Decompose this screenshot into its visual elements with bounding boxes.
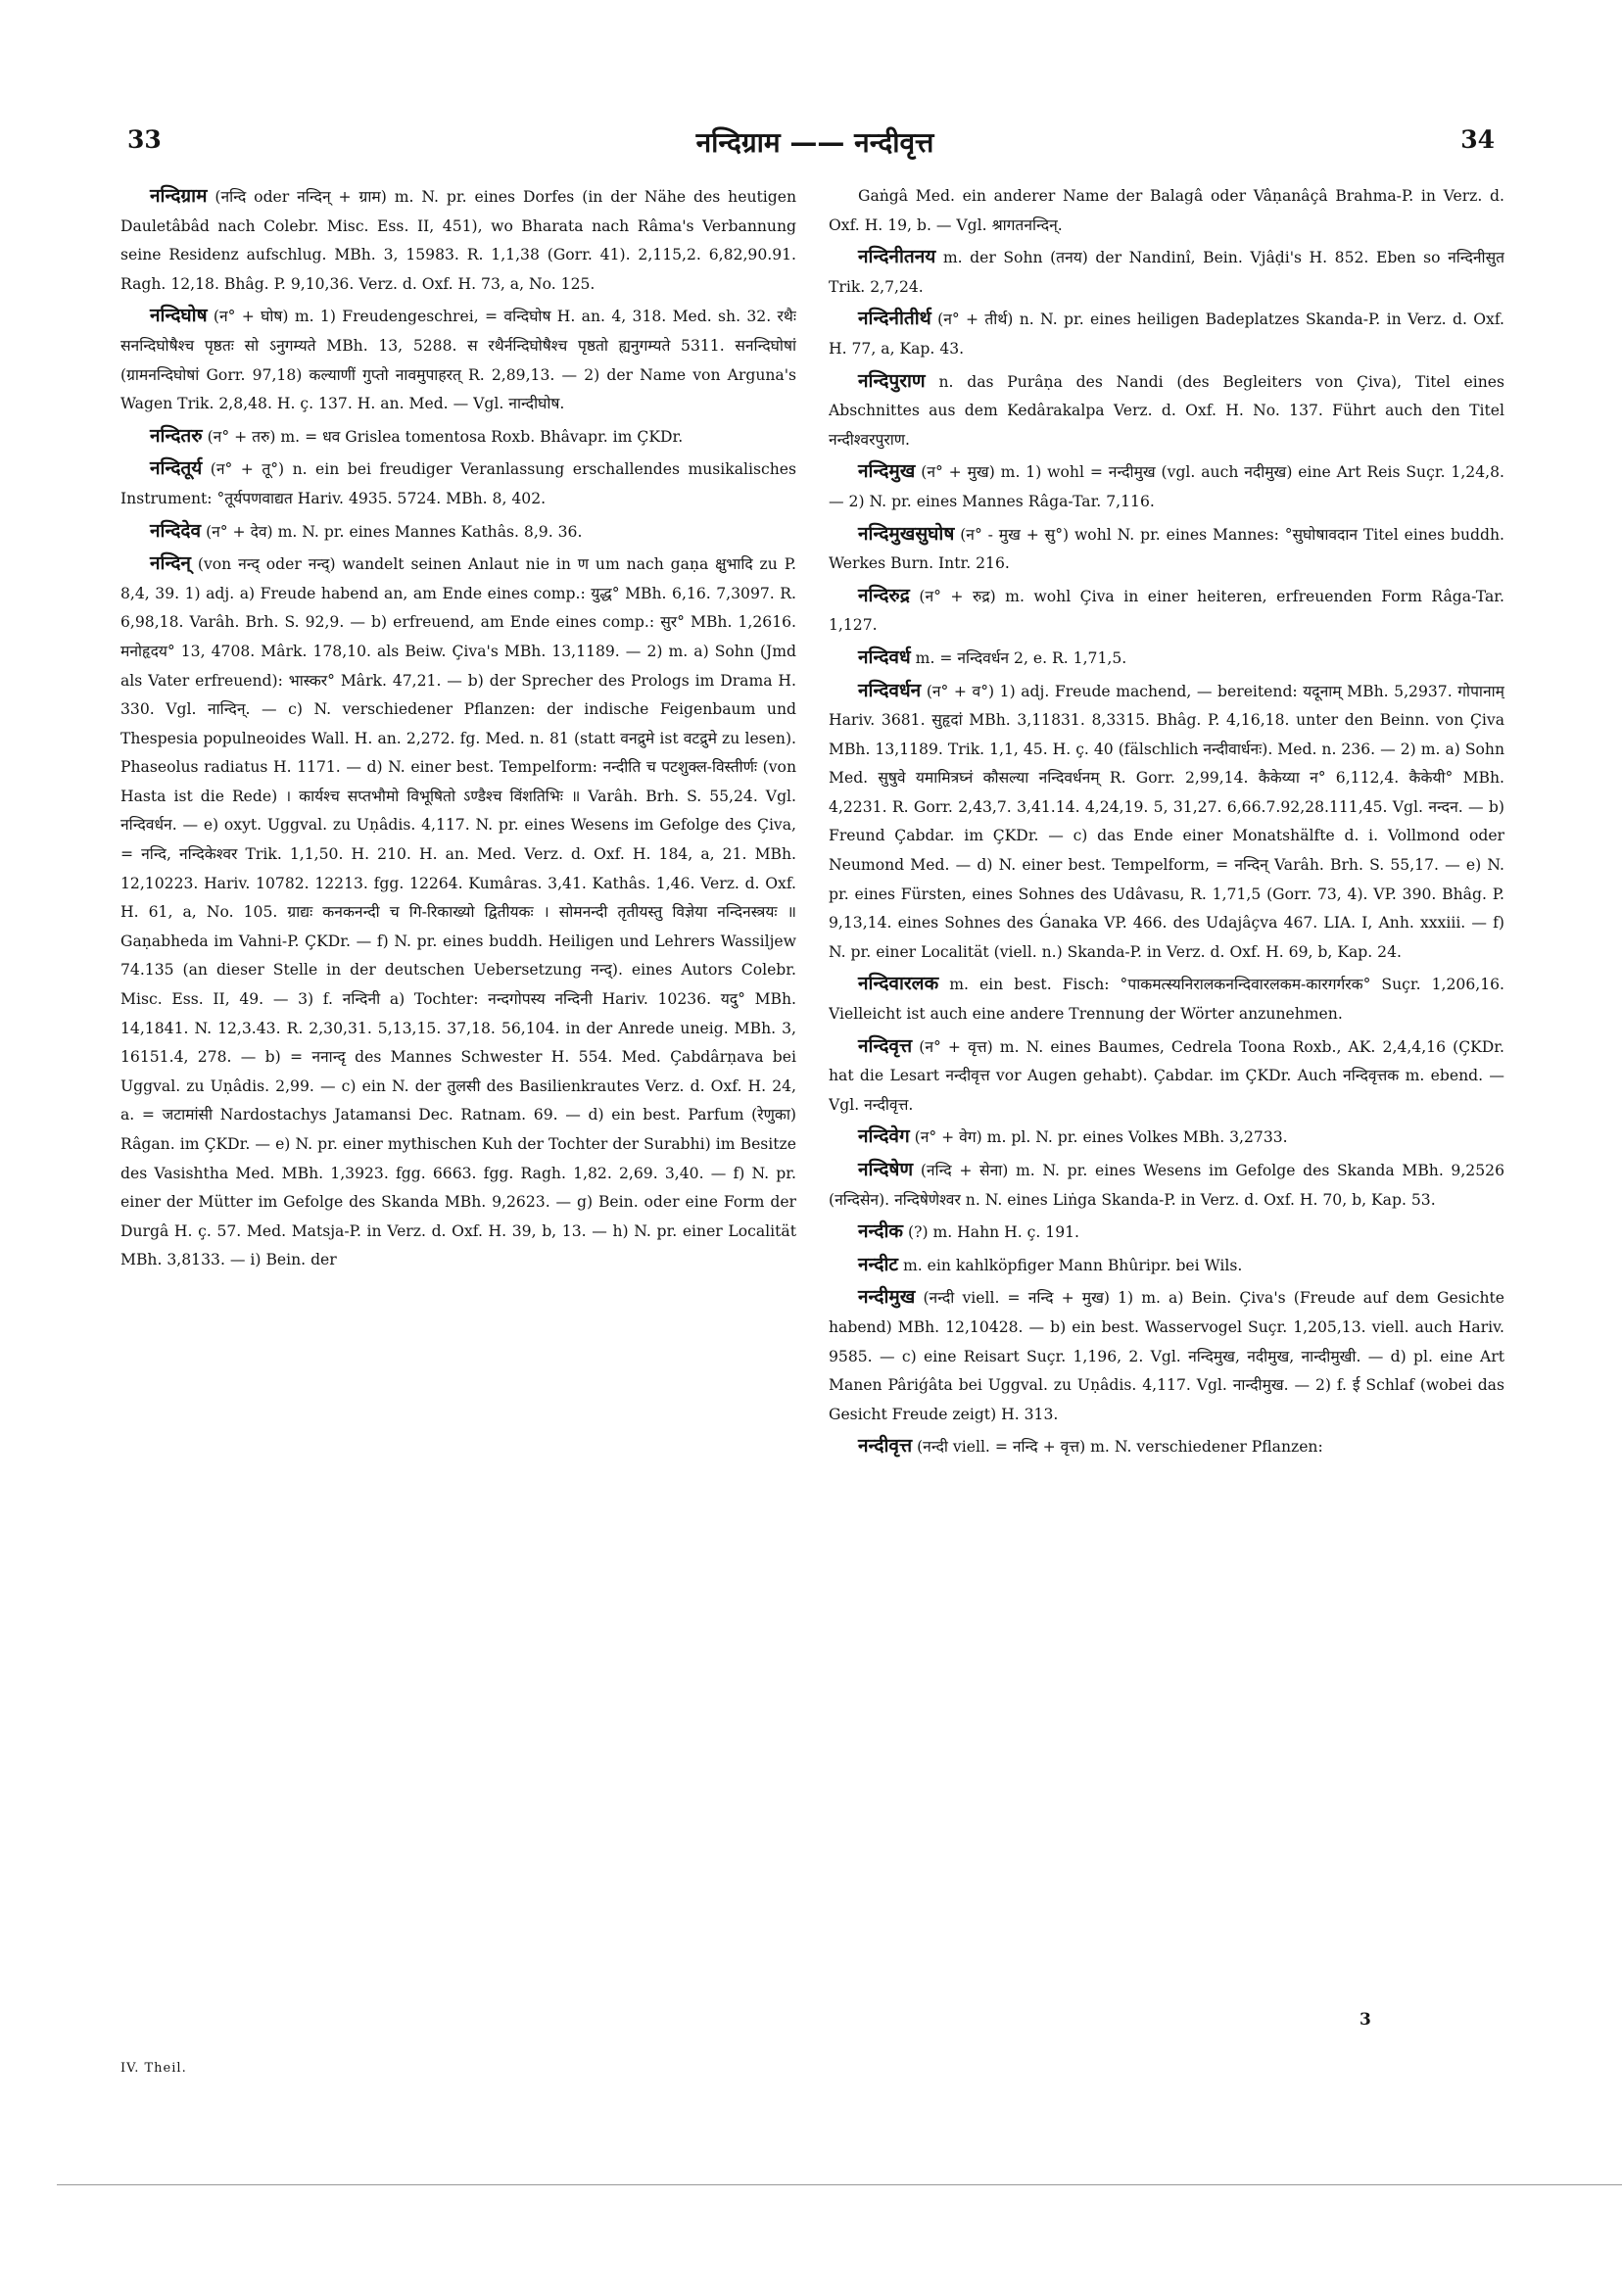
entry-text: (न° + तू°) n. ein bei freudiger Veranlassung erschallendes musikalisches Instrument: °तूर्यपणवाद्यत Hariv. 4935. 5724. MBh. 8, 402. <box>120 460 796 507</box>
dictionary-entry <box>120 517 796 548</box>
entry-text: (न° + रुद्र) m. wohl Çiva in einer heiteren, erfreuenden Form Râga-Tar. 1,127. <box>829 587 1504 635</box>
entry-headword: नन्दिनीतीर्थ <box>858 308 931 330</box>
entry-text: m. ein kahlköpfiger Mann Bhûripr. bei Wils. <box>902 1256 1243 1274</box>
entry-text: (नन्दि oder नन्दिन् + ग्राम) m. N. pr. eines Dorfes (in der Nähe des heutigen Dauletâbâd nach Colebr. Misc. Ess. II, 451), wo Bharata nach Râma's Verbannung seine Residenz aufschlug. MBh. 3, 15983. R. 1,1,38 (Gorr. 41). 2,115,2. 6,82,90.91. Ragh. 12,18. Bhâg. P. 9,10,36. Verz. d. Oxf. H. 73, a, No. 125. <box>120 188 796 293</box>
entry-headword: नन्दितूर्य <box>150 457 203 480</box>
dictionary-entry <box>120 550 796 1275</box>
entry-headword: नन्दितरु <box>150 424 203 447</box>
entry-headword: नन्दिरुद्र <box>858 584 910 606</box>
bottom-rule <box>57 2184 1622 2185</box>
left-page-number: 33 <box>127 125 162 154</box>
entry-headword: नन्दिवर्धन <box>858 679 922 701</box>
dictionary-entry <box>829 305 1504 363</box>
entry-text: m. der Sohn (तनय) der Nandinî, Bein. Vjâḍi's H. 852. Eben so नन्दिनीसुत Trik. 2,7,24. <box>829 249 1504 296</box>
right-column <box>829 182 1504 2006</box>
entry-text: (न° - मुख + सु°) wohl N. pr. eines Mannes: °सुघोषावदान Titel eines buddh. Werkes Burn. Intr. 216. <box>829 525 1504 573</box>
dictionary-entry <box>829 243 1504 302</box>
entry-headword: नन्दिपुराण <box>858 369 926 392</box>
entry-text: (नन्दि + सेना) m. N. pr. eines Wesens im Gefolge des Skanda MBh. 9,2526 (नन्दिसेन). नन्दिषेणेश्वर n. N. eines Liṅga Skanda-P. in Verz. d. Oxf. H. 70, b, Kap. 53. <box>829 1162 1504 1209</box>
dictionary-entry <box>120 302 796 418</box>
left-column <box>120 182 796 2053</box>
entry-headword: नन्दिवारलक <box>858 973 939 995</box>
dictionary-entry <box>829 1156 1504 1215</box>
dictionary-entry <box>829 1432 1504 1462</box>
dictionary-entry <box>829 1251 1504 1281</box>
entry-text: (न° + तरु) m. = धव Grislea tomentosa Roxb. Bhâvapr. im ÇKDr. <box>207 427 684 446</box>
entry-text: (न° + व°) 1) adj. Freude machend, — bereitend: यदूनाम् MBh. 5,2937. गोपानाम् Hariv. 3681. सुहृदां MBh. 3,11831. 8,3315. Bhâg. P. 4,16,18. unter den Beinn. von Çiva MBh. 13,1189. Trik. 1,1, 45. H. ç. 40 (fälschlich नन्दीवार्धनः). Med. n. 236. — 2) m. a) Sohn Med. सुषुवे यमामित्रघ्नं कौसल्या नन्दिवर्धनम् R. Gorr. 2,99,14. कैकेय्या न° 6,112,4. कैकेयी° MBh. 4,2231. R. Gorr. 2,43,7. 3,41.14. 4,24,19. 5, 31,27. 6,66.7.92,28.111,45. Vgl. नन्दन. — b) Freund Çabdar. im ÇKDr. — c) das Ende einer Monatshälfte d. i. Vollmond oder Neumond Med. — d) N. einer best. Tempelform, = नन्दिन् Varâh. Brh. S. 55,17. — e) N. pr. eines Fürsten, eines Sohnes des Udâvasu, R. 1,71,5 (Gorr. 73, 4). VP. 390. Bhâg. P. 9,13,14. eines Sohnes des Ǵanaka VP. 466. des Udajâçva 467. LIA. I, Anh. xxxiii. — f) N. pr. einer Localität (viell. n.) Skanda-P. in Verz. d. Oxf. H. 69, b, Kap. 24. <box>829 682 1504 961</box>
entry-headword: नन्दिघोष <box>150 305 208 327</box>
entry-headword: नन्दिनीतनय <box>858 246 936 268</box>
dictionary-entry <box>829 1032 1504 1121</box>
dictionary-entry <box>829 182 1504 240</box>
entry-text: (नन्दी viell. = नन्दि + वृत्त) m. N. verschiedener Pflanzen: <box>917 1438 1323 1457</box>
entry-headword: नन्दिदेव <box>150 519 202 542</box>
entry-text: (न° + वेग) m. pl. N. pr. eines Volkes MBh. 3,2733. <box>914 1128 1288 1147</box>
entry-headword: नन्दीवृत्त <box>858 1435 913 1458</box>
entry-text: n. das Purâṇa des Nandi (des Begleiters von Çiva), Titel eines Abschnittes aus dem Kedârakalpa Verz. d. Oxf. H. No. 137. Führt auch den Titel नन्दीश्वरपुराण. <box>829 372 1504 449</box>
right-page-number: 34 <box>1460 125 1495 154</box>
entry-text: m. ein best. Fisch: °पाकमत्स्यनिरालकनन्दिवारलकम-कारगर्गरक° Suçr. 1,206,16. Vielleicht ist auch eine andere Trennung der Wörter anzunehmen. <box>829 976 1504 1024</box>
running-title: नन्दिग्राम —— नन्दीवृत्त <box>695 126 934 159</box>
entry-headword: नन्दिषेण <box>858 1159 914 1180</box>
dictionary-entry <box>829 1283 1504 1429</box>
entry-headword: नन्दिवेग <box>858 1125 910 1148</box>
entry-headword: नन्दीमुख <box>858 1286 916 1309</box>
entry-text: (von नन्द् oder नन्द्) wandelt seinen Anlaut nie in ण um nach gaṇa क्षुभादि zu P. 8,4, 39. 1) adj. a) Freude habend an, am Ende eines comp.: युद्ध° MBh. 6,16. 7,3097. R. 6,98,18. Varâh. Brh. S. 92,9. — b) erfreuend, am Ende eines comp.: सुर° MBh. 1,2616. मनोहृदय° 13, 4708. Mârk. 178,10. als Beiw. Çiva's MBh. 13,1189. — 2) m. a) Sohn (Jmd als Vater erfreuend): भास्कर° Mârk. 47,21. — b) der Sprecher des Prologs im Drama H. 330. Vgl. नान्दिन्. — c) N. verschiedener Pflanzen: der indische Feigenbaum und Thespesia populneoides Wall. H. an. 2,272. fg. Med. n. 81 (statt वनद्रुमे ist वटद्रुमे zu lesen). Phaseolus radiatus H. 1171. — d) N. einer best. Tempelform: नन्दीति च पटशुक्ल-विस्तीर्णः (von Hasta ist die Rede) । कार्यश्च सप्तभौमो विभूषितो ऽण्डैश्च विंशतिभिः ॥ Varâh. Brh. S. 55,24. Vgl. नन्दिवर्धन. — e) oxyt. Uggval. zu Uṇâdis. 4,117. N. pr. eines Wesens im Gefolge des Çiva, = नन्दि, नन्दिकेश्वर Trik. 1,1,50. H. 210. H. an. Med. Verz. d. Oxf. H. 184, a, 21. MBh. 12,10223. Hariv. 10782. 12213. fgg. 12264. Kumâras. 3,41. Kathâs. 1,46. Verz. d. Oxf. H. 61, a, No. 105. ग्राद्यः कनकनन्दी च गि-रिकाख्यो द्वितीयकः । सोमनन्दी तृतीयस्तु विज्ञेया नन्दिनस्त्रयः ॥ Gaṇabheda im Vahni-P. ÇKDr. — f) N. pr. eines buddh. Heiligen und Lehrers Wassiljew 74.135 (an dieser Stelle in der deutschen Uebersetzung नन्द्). eines Autors Colebr. Misc. Ess. II, 49. — 3) f. नन्दिनी a) Tochter: नन्दगोपस्य नन्दिनी Hariv. 10236. यदु° MBh. 14,1841. N. 12,3.43. R. 2,30,31. 5,13,15. 37,18. 56,104. in der Anrede uneig. MBh. 3, 16151.4, 278. — b) = ननान्दृ des Mannes Schwester H. 554. Med. Çabdârṇava bei Uggval. zu Uṇâdis. 2,99. — c) ein N. der तुलसी des Basilienkrautes Verz. d. Oxf. H. 24, a. = जटामांसी Nardostachys Jatamansi Dec. Ratnam. 69. — d) ein best. Parfum (रेणुका) Râgan. im ÇKDr. — e) N. pr. einer mythischen Kuh der Tochter der Surabhi) im Besitze des Vasishtha Med. MBh. 1,3923. fgg. 6663. fgg. Ragh. 1,82. 2,69. 3,40. — f) N. pr. einer der Mütter im Gefolge des Skanda MBh. 9,2623. — g) Bein. oder eine Form der Durgâ H. ç. 57. Med. Matsja-P. in Verz. d. Oxf. H. 39, b, 13. — h) N. pr. einer Localität MBh. 3,8133. — i) Bein. der <box>120 555 796 1269</box>
entry-headword: नन्दीट <box>858 1253 899 1275</box>
entry-headword: नन्दिवृत्त <box>858 1034 913 1057</box>
entry-text: (न° + वृत्त) m. N. eines Baumes, Cedrela Toona Roxb., AK. 2,4,4,16 (ÇKDr. hat die Lesart नन्दीवृत्त vor Augen gehabt). Çabdar. im ÇKDr. Auch नन्दिवृत्तक m. ebend. — Vgl. नन्दीवृत्त. <box>829 1037 1504 1114</box>
page-header <box>118 125 1512 168</box>
entry-headword: नन्दीक <box>858 1220 904 1243</box>
dictionary-entry <box>120 182 796 299</box>
dictionary-entry <box>829 1218 1504 1248</box>
dictionary-entry <box>829 970 1504 1028</box>
entry-text: (न° + मुख) m. 1) wohl = नन्दीमुख (vgl. auch नदीमुख) eine Art Reis Suçr. 1,24,8. — 2) N. pr. eines Mannes Râga-Tar. 7,116. <box>829 463 1504 510</box>
entry-headword: नन्दिन् <box>150 552 191 575</box>
entry-headword: नन्दिमुखसुघोष <box>858 522 955 545</box>
entry-text: m. = नन्दिवर्धन 2, e. R. 1,71,5. <box>915 648 1127 667</box>
entry-text: (न° + घोष) m. 1) Freudengeschrei, = वन्दिघोष H. an. 4, 318. Med. sh. 32. रथैः सनन्दिघोषैश्च पृष्ठतः सो ऽनुगम्यते MBh. 13, 5288. स रथैर्नन्दिघोषैश्च पृष्ठतो ह्यनुगम्यते 5311. सनन्दिघोषां (ग्रामनन्दिघोषां Gorr. 97,18) कल्याणीं गुप्तो नावमुपाहरत् R. 2,89,13. — 2) der Name von Arguna's Wagen Trik. 2,8,48. H. ç. 137. H. an. Med. — Vgl. नान्दीघोष. <box>120 308 796 413</box>
sheet-note: IV. Theil. <box>120 2061 187 2076</box>
entry-text: (न° + तीर्थ) n. N. pr. eines heiligen Badeplatzes Skanda-P. in Verz. d. Oxf. H. 77, a, Kap. 43. <box>829 311 1504 358</box>
dictionary-entry <box>829 644 1504 674</box>
dictionary-entry <box>829 1123 1504 1153</box>
dictionary-entry <box>829 457 1504 516</box>
entry-text: Gaṅgâ Med. ein anderer Name der Balagâ oder Vâṇanâçâ Brahma-P. in Verz. d. Oxf. H. 19, b. — Vgl. श्रागतनन्दिन्. <box>829 187 1504 234</box>
signature-mark: 3 <box>1360 2010 1371 2030</box>
entry-headword: नन्दिवर्ध <box>858 646 911 668</box>
dictionary-entry <box>829 677 1504 968</box>
dictionary-entry <box>829 582 1504 641</box>
entry-text: (नन्दी viell. = नन्दि + मुख) 1) m. a) Bein. Çiva's (Freude auf dem Gesichte habend) MBh. 12,10428. — b) ein best. Wasservogel Suçr. 1,205,13. viell. auch Hariv. 9585. — c) eine Reisart Suçr. 1,196, 2. Vgl. नन्दिमुख, नदीमुख, नान्दीमुखी. — d) pl. eine Art Manen Pâriǵâta bei Uggval. zu Uṇâdis. 4,117. Vgl. नान्दीमुख. — 2) f. ई Schlaf (wobei das Gesicht Freude zeigt) H. 313. <box>829 1289 1504 1423</box>
dictionary-entry <box>829 520 1504 579</box>
dictionary-entry <box>120 454 796 513</box>
entry-text: (?) m. Hahn H. ç. 191. <box>908 1223 1080 1242</box>
entry-headword: नन्दिग्राम <box>150 185 208 207</box>
dictionary-entry <box>829 367 1504 455</box>
entry-headword: नन्दिमुख <box>858 460 916 483</box>
dictionary-entry <box>120 422 796 453</box>
entry-text: (न° + देव) m. N. pr. eines Mannes Kathâs. 8,9. 36. <box>206 522 583 541</box>
